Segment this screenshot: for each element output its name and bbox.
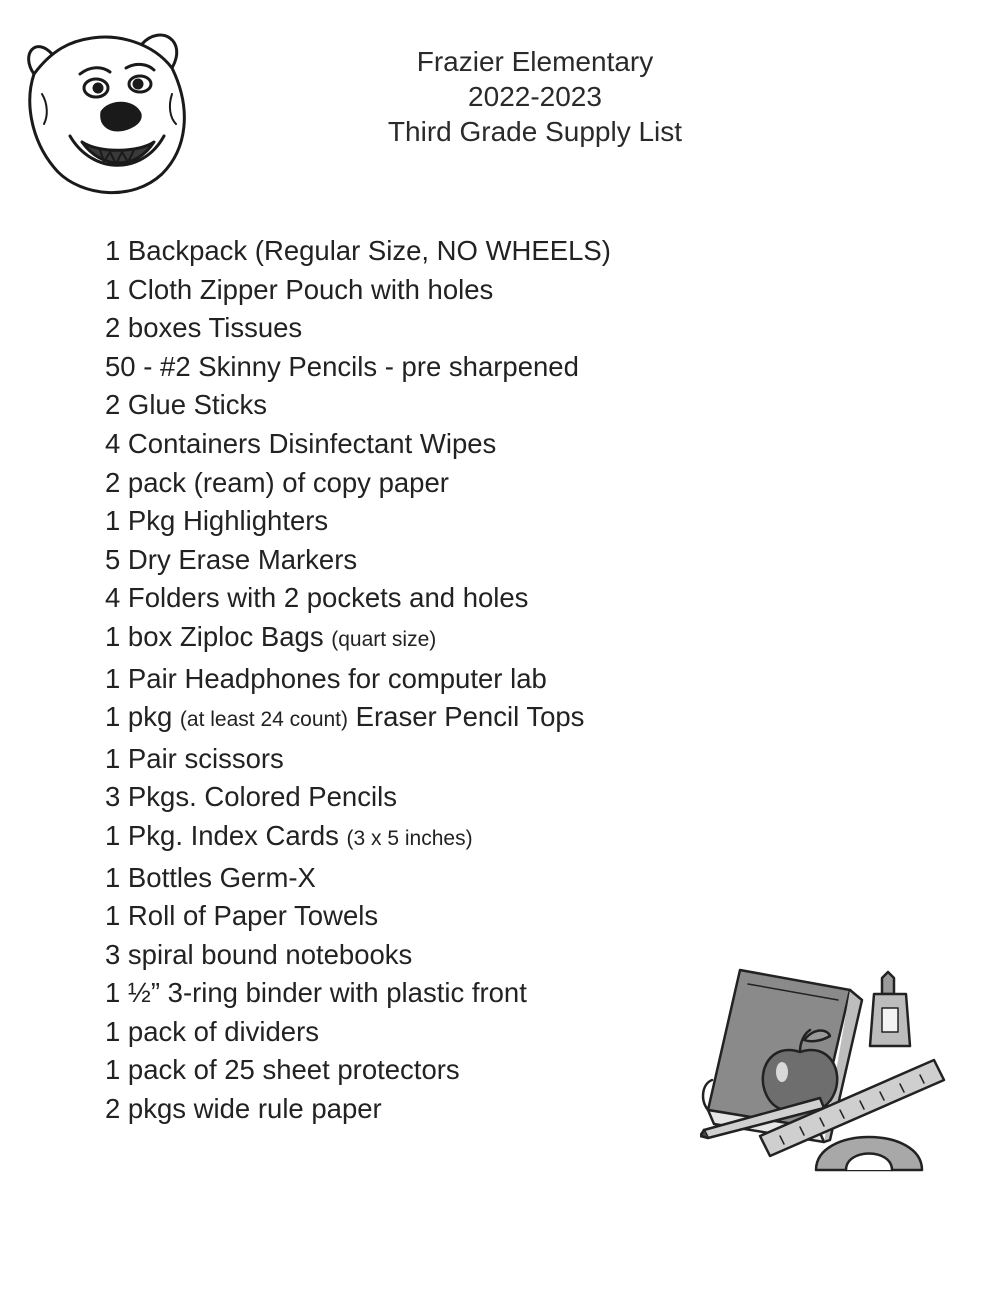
school-supplies-icon	[700, 960, 958, 1174]
list-item: 4 Containers Disinfectant Wipes	[105, 427, 497, 459]
document-header	[330, 44, 740, 149]
list-item: 2 pack (ream) of copy paper	[105, 466, 449, 498]
list-item: 1 ½” 3-ring binder with plastic front	[105, 977, 527, 1009]
school-name: Frazier Elementary	[416, 46, 654, 77]
list-item: 4 Folders with 2 pockets and holes	[105, 582, 529, 614]
item-note: (at least 24 count)	[179, 708, 349, 732]
list-item: 3 Pkgs. Colored Pencils	[105, 781, 397, 813]
list-item: 1 Pair scissors	[105, 742, 284, 774]
list-item: 1 Pkg. Index Cards (3 x 5 inches)	[105, 819, 473, 851]
bear-mascot-icon	[22, 24, 194, 204]
item-note: (quart size)	[331, 627, 437, 651]
list-item: 3 spiral bound notebooks	[105, 938, 413, 970]
list-item: 1 Roll of Paper Towels	[105, 900, 379, 932]
list-item: 1 Bottles Germ-X	[105, 861, 316, 893]
list-item: 1 Pair Headphones for computer lab	[105, 662, 547, 694]
list-item: 1 pack of 25 sheet protectors	[105, 1054, 460, 1086]
supply-list	[105, 232, 611, 1129]
list-item: 1 Backpack (Regular Size, NO WHEELS)	[105, 235, 611, 266]
list-item: 1 Pkg Highlighters	[105, 505, 329, 537]
list-item: 1 box Ziploc Bags (quart size)	[105, 620, 437, 652]
list-item: 1 pkg (at least 24 count) Eraser Pencil Tops	[105, 701, 585, 733]
school-year: 2022-2023	[468, 81, 602, 112]
list-item: 2 Glue Sticks	[105, 389, 268, 421]
list-item: 2 boxes Tissues	[105, 312, 303, 344]
list-item: 50 - #2 Skinny Pencils - pre sharpened	[105, 350, 579, 382]
list-title: Third Grade Supply List	[387, 116, 683, 147]
list-item: 5 Dry Erase Markers	[105, 543, 358, 575]
item-note: (3 x 5 inches)	[346, 826, 473, 850]
list-item: 2 pkgs wide rule paper	[105, 1093, 382, 1125]
list-item: 1 pack of dividers	[105, 1015, 319, 1047]
list-item: 1 Cloth Zipper Pouch with holes	[105, 273, 494, 305]
